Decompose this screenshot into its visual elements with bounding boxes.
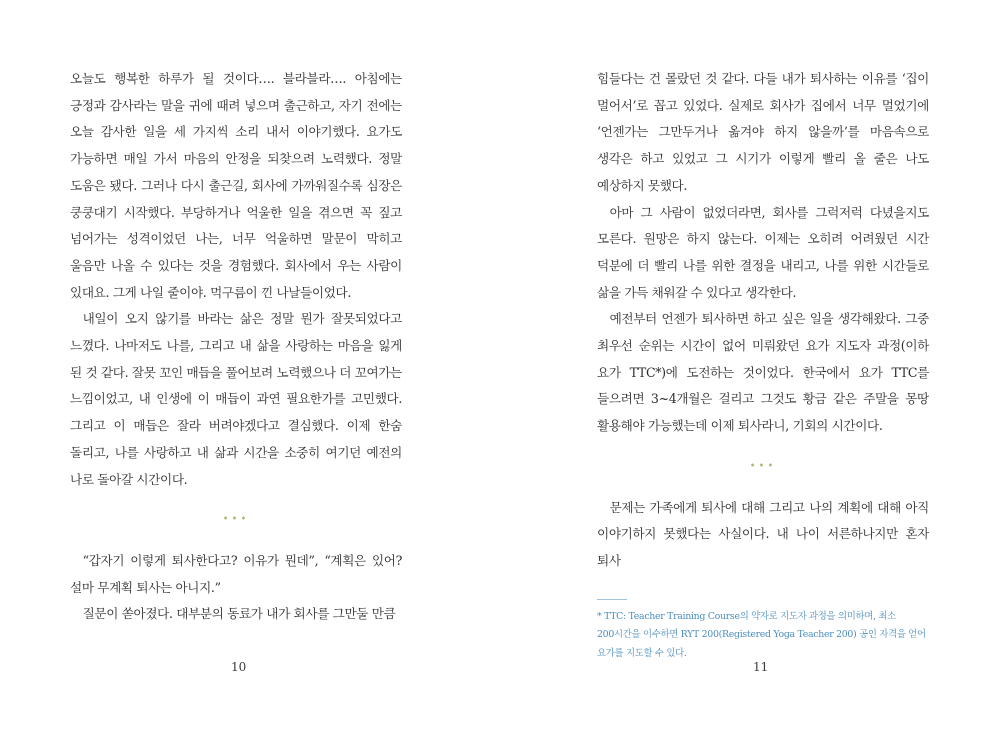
page-number-right: 11 (753, 660, 769, 674)
right-page (597, 66, 929, 663)
footnote: * TTC: Teacher Training Course의 약자로 지도자 과정을 의미하며, 최소 200시간을 이수하면 RYT 200(Registered Yoga Teacher 200) 공인 자격을 얻어 요가를 지도할 수 있다. (597, 610, 926, 659)
section-ornament: ••• (222, 514, 250, 526)
body-paragraph: 힘들다는 건 몰랐던 것 같다. 다들 내가 퇴사하는 이유를 ‘집이 멀어서’로 꼽고 있었다. 실제로 회사가 집에서 너무 멀었기에 ‘언젠가는 그만두거나 옮겨야 하지 않을까’를 마음속으로 생각은 하고 있었고 그 시기가 이렇게 빨리 올 줄은 나도 예상하지 못했다. (597, 71, 929, 193)
body-paragraph: 오늘도 행복한 하루가 될 것이다…. 블라블라…. 아침에는 긍정과 감사라는 말을 귀에 때려 넣으며 출근하고, 자기 전에는 오늘 감사한 일을 세 가지씩 소리 내서 이야기했다. 요가도 가능하면 매일 가서 마음의 안정을 되찾으려 노력했다. 정말 도움은 됐다. 그러나 다시 출근길, 회사에 가까워질수록 심장은 쿵쿵대기 시작했다. 부당하거나 억울한 일을 겪으면 꼭 짚고 넘어가는 성격이었던 나는, 너무 억울하면 말문이 막히고 울음만 나올 수 있다는 것을 경험했다. 회사에서 우는 사람이 있대요. 그게 나일 줄이야. 먹구름이 낀 나날들이었다. (70, 71, 402, 300)
footnote-divider (597, 599, 627, 600)
body-paragraph: 질문이 쏟아졌다. 대부분의 동료가 내가 회사를 그만둘 만큼 (82, 606, 396, 622)
section-ornament: ••• (749, 460, 777, 472)
body-paragraph: “갑자기 이렇게 퇴사한다고? 이유가 뭔데”, “계획은 있어? 설마 무계획 퇴사는 아니지.” (70, 552, 402, 595)
body-paragraph: 예전부터 언젠가 퇴사하면 하고 싶은 일을 생각해왔다. 그중 최우선 순위는 시간이 없어 미뤄왔던 요가 지도자 과정(이하 요가 TTC*)에 도전하는 것이었다. 한국에서 요가 TTC를 들으려면 3~4개월은 걸리고 그것도 황금 같은 주말을 몽땅 활용해야 가능했는데 이제 퇴사라니, 기회의 시간이다. (597, 311, 929, 434)
body-paragraph: 아마 그 사람이 없었더라면, 회사를 그럭저럭 다녔을지도 모른다. 원망은 하지 않는다. 이제는 오히려 어려웠던 시간 덕분에 더 빨리 나를 위한 결정을 내리고, 나를 위한 시간들로 삶을 가득 채워갈 수 있다고 생각한다. (597, 204, 929, 300)
left-page (70, 66, 402, 628)
body-paragraph: 문제는 가족에게 퇴사에 대해 그리고 나의 계획에 대해 아직 이야기하지 못했다는 사실이다. 내 나이 서른하나지만 혼자 퇴사 (597, 499, 929, 568)
page-number-left: 10 (231, 660, 247, 674)
body-paragraph: 내일이 오지 않기를 바라는 삶은 정말 뭔가 잘못되었다고 느꼈다. 나마저도 나를, 그리고 내 삶을 사랑하는 마음을 잃게 된 것 같다. 잘못 꼬인 매듭을 풀어보려 노력했으나 더 꼬여가는 느낌이었고, 내 인생에 이 매듭이 과연 필요한가를 고민했다. 그리고 이 매듭은 잘라 버려야겠다고 결심했다. 이제 한숨 돌리고, 나를 사랑하고 내 삶과 시간을 소중히 여기던 예전의 나로 돌아갈 시간이다. (70, 311, 402, 487)
